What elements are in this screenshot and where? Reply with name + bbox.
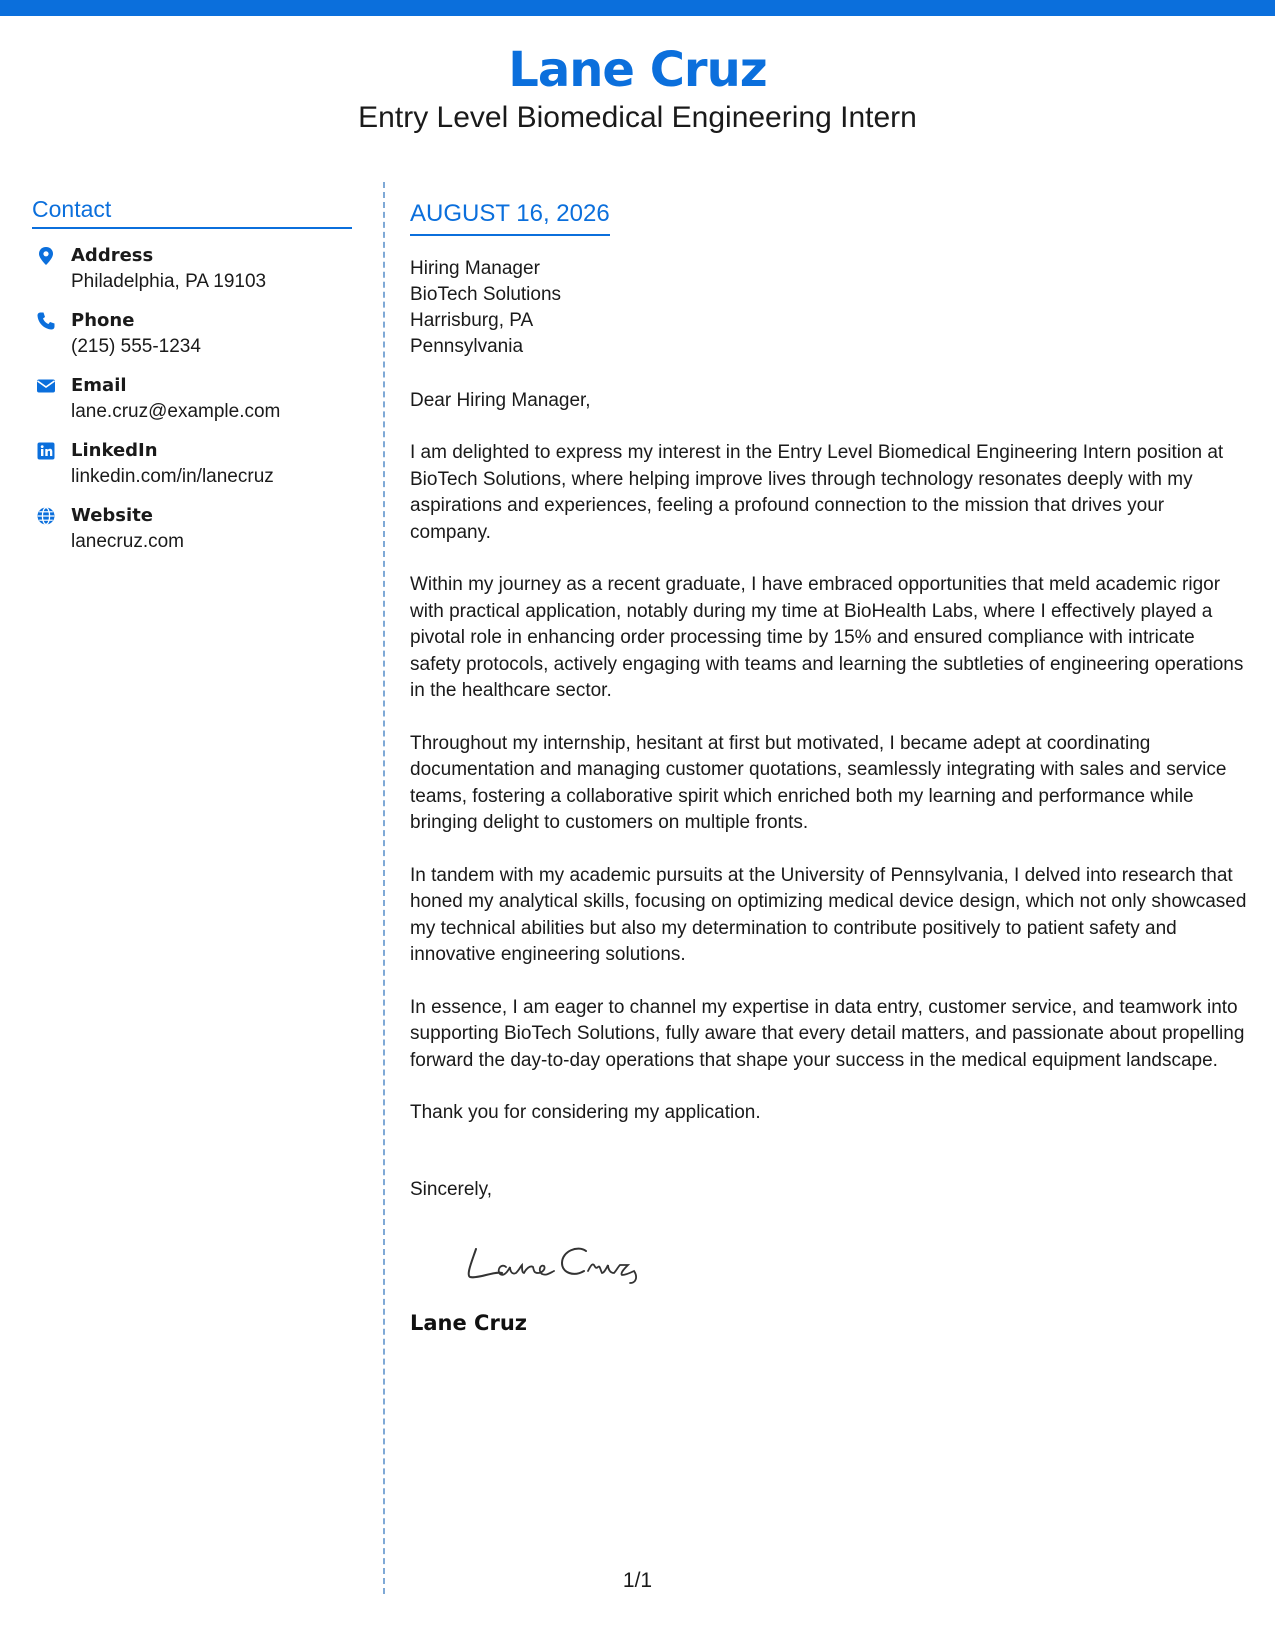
body-paragraph: In essence, I am eager to channel my expertise in data entry, customer service, and teamwork into supporting BioTech Solutions, fully aware that every detail matters, and passionate about propelling forward the day-to-day operations that shape your success in the medical equipment landscape.	[410, 996, 1245, 1071]
contact-website	[32, 503, 352, 554]
email-value: lane.cruz@example.com	[71, 401, 281, 422]
linkedin-icon	[36, 441, 56, 461]
applicant-name: Lane Cruz	[508, 42, 767, 98]
recipient-line: BioTech Solutions	[410, 284, 562, 305]
map-pin-icon	[36, 246, 56, 266]
letter-body	[410, 200, 1250, 1335]
closing: Sincerely,	[410, 1178, 493, 1200]
contact-address	[32, 243, 352, 294]
contact-heading: Contact	[32, 196, 352, 229]
recipient-line: Pennsylvania	[410, 336, 524, 357]
header-accent-bar	[0, 0, 1275, 16]
recipient-line: Hiring Manager	[410, 258, 540, 279]
contact-label: Phone	[71, 310, 135, 331]
recipient-line: Harrisburg, PA	[410, 310, 534, 331]
letter-date: AUGUST 16, 2026	[410, 200, 610, 236]
body-paragraph: In tandem with my academic pursuits at the University of Pennsylvania, I delved into research that honed my analytical skills, focusing on optimizing medical device design, which not only showcased my technical abilities but also my determination to contribute positively to patient safety and innovative engineering solutions.	[410, 864, 1247, 965]
signature-image	[458, 1231, 1250, 1291]
contact-linkedin	[32, 438, 352, 489]
contact-label: Address	[71, 245, 154, 266]
phone-value: (215) 555-1234	[71, 336, 201, 357]
linkedin-value: linkedin.com/in/lanecruz	[71, 466, 274, 487]
contact-label: Website	[71, 505, 154, 526]
envelope-icon	[36, 376, 56, 396]
contact-label: Email	[71, 375, 127, 396]
job-title: Entry Level Biomedical Engineering Intern	[358, 101, 917, 134]
contact-sidebar	[32, 196, 352, 568]
globe-icon	[36, 506, 56, 526]
signer-name: Lane Cruz	[410, 1310, 527, 1335]
body-paragraph: Throughout my internship, hesitant at first but motivated, I became adept at coordinating documentation and managing customer quotations, seamlessly integrating with sales and service teams, fostering a collaborative spirit which enriched both my learning and performance while bringing delight to customers on multiple fronts.	[410, 732, 1227, 833]
body-paragraph: I am delighted to express my interest in the Entry Level Biomedical Engineering Intern position at BioTech Solutions, where helping improve lives through technology resonates deeply with my aspirations and experiences, feeling a profound connection to the mission that drives your company.	[410, 442, 1224, 543]
recipient-block	[410, 256, 1250, 360]
body-paragraph: Within my journey as a recent graduate, I have embraced opportunities that meld academic rigor with practical application, notably during my time at BioHealth Labs, where I effectively played a pivotal role in enhancing order processing time by 15% and ensured compliance with intricate safety protocols, actively engaging with teams and learning the subtleties of engineering operations in the healthcare sector.	[410, 574, 1244, 701]
contact-phone	[32, 308, 352, 359]
page-number: 1/1	[622, 1569, 653, 1592]
column-divider	[383, 182, 385, 1594]
salutation: Dear Hiring Manager,	[410, 390, 591, 411]
address-value: Philadelphia, PA 19103	[71, 271, 267, 292]
website-value: lanecruz.com	[71, 531, 184, 552]
body-paragraph: Thank you for considering my application.	[410, 1102, 761, 1123]
contact-email	[32, 373, 352, 424]
contact-label: LinkedIn	[71, 440, 158, 461]
phone-icon	[36, 311, 56, 331]
